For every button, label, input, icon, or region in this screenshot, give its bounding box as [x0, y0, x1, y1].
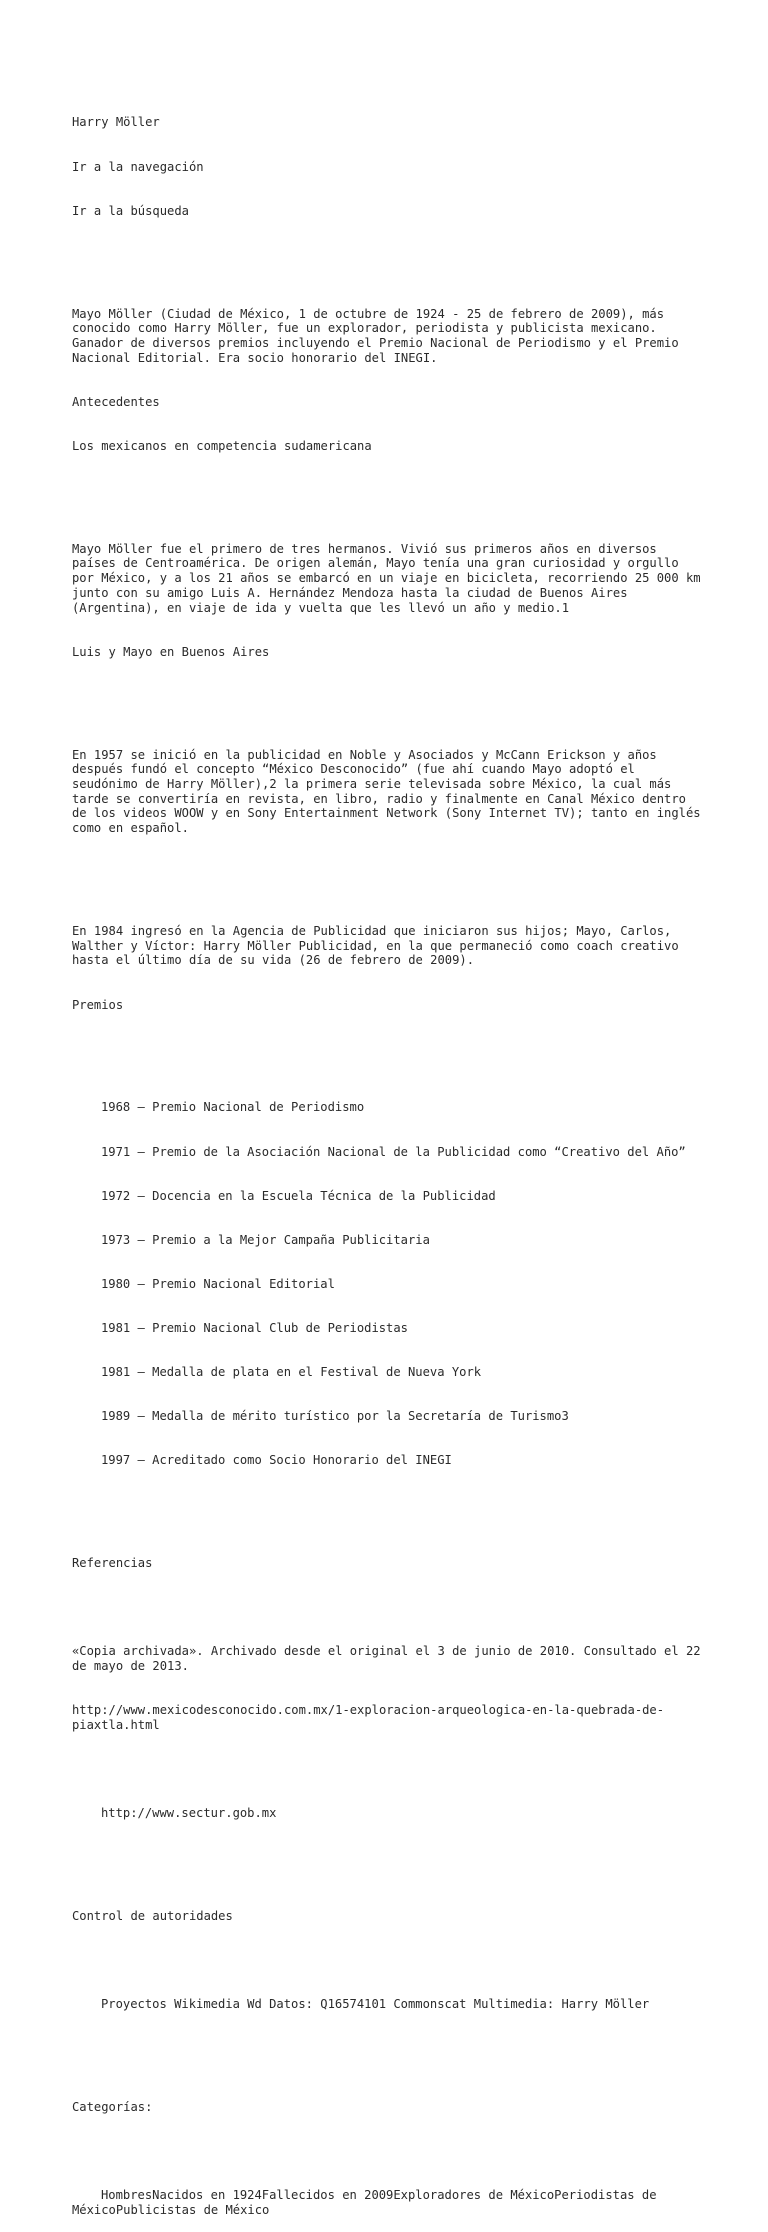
spacer — [72, 1497, 702, 1512]
award-list-item: 1981 – Premio Nacional Club de Periodistas — [101, 1320, 408, 1335]
page-title: Harry Möller — [72, 115, 160, 130]
award-list-item: 1997 – Acreditado como Socio Honorario del INEGI — [101, 1453, 452, 1468]
category-links[interactable] — [72, 2188, 702, 2217]
reference-link[interactable]: http://www.mexicodesconocido.com.mx/1-exploracion-arqueologica-en-la-quebrada-de-piaxtla.html — [72, 1703, 665, 1732]
award-list-item: 1973 – Premio a la Mejor Campaña Publicitaria — [101, 1232, 430, 1247]
reference-item[interactable]: «Copia archivada». Archivado desde el original el 3 de junio de 2010. Consultado el 22 de mayo de 2013. — [72, 1644, 708, 1674]
award-list-item: 1981 – Medalla de plata en el Festival de Nueva York — [101, 1365, 482, 1380]
award-list-item: 1972 – Docencia en la Escuela Técnica de la Publicidad — [101, 1188, 496, 1203]
award-text: 1971 – Premio de la Asociación Nacional de la Publicidad como “Creativo del Año” — [101, 1144, 686, 1159]
spacer — [72, 1762, 702, 1777]
award-list-item: 1968 – Premio Nacional de Periodismo — [101, 1100, 365, 1115]
section-heading-referencias: Referencias — [72, 1556, 153, 1571]
spacer — [72, 248, 702, 263]
section-subheading: Los mexicanos en competencia sudamericana — [72, 438, 372, 453]
spacer — [72, 2144, 702, 2159]
reference-link[interactable]: http://www.sectur.gob.mx — [101, 1806, 277, 1821]
authority-control-links[interactable]: Proyectos Wikimedia Wd Datos: Q16574101 Commonscat Multimedia: Harry Möller — [101, 1997, 650, 2012]
award-list-item — [72, 1145, 702, 1160]
category-list-text[interactable]: HombresNacidos en 1924Fallecidos en 2009Exploradores de MéxicoPeriodistas de MéxicoPublicistas de México — [72, 2188, 664, 2218]
award-list-item: 1980 – Premio Nacional Editorial — [101, 1276, 335, 1291]
spacer — [72, 1042, 702, 1057]
spacer — [72, 865, 702, 880]
spacer — [72, 1600, 702, 1615]
section-heading-categorias: Categorías: — [72, 2100, 153, 2115]
antecedentes-paragraph-3: En 1984 ingresó en la Agencia de Publicidad que iniciaron sus hijos; Mayo, Carlos, Walther y Víctor: Harry Möller Publicidad, en la que permaneció como coach creativo hasta el último día de su vida (26 de febrero de 2009). — [72, 924, 686, 968]
award-list-item: 1989 – Medalla de mérito turístico por la Secretaría de Turismo3 — [101, 1409, 569, 1424]
skip-to-search-link[interactable]: Ir a la búsqueda — [72, 203, 189, 218]
section-heading-premios: Premios — [72, 997, 124, 1012]
intro-paragraph: Mayo Möller (Ciudad de México, 1 de octubre de 1924 - 25 de febrero de 2009), más conocido como Harry Möller, fue un explorador, periodista y publicista mexicano. Ganador de diversos premios incluyendo el Premio Nacional de Periodismo y el Premio Nacional Editorial. Era socio honorario del INEGI. — [72, 306, 686, 365]
image-caption: Luis y Mayo en Buenos Aires — [72, 644, 270, 659]
section-heading-antecedentes: Antecedentes — [72, 394, 160, 409]
section-heading-control-autoridades: Control de autoridades — [72, 1909, 233, 1924]
spacer — [72, 2041, 702, 2056]
document-page — [72, 86, 708, 2232]
spacer — [72, 689, 702, 704]
skip-to-navigation-link[interactable]: Ir a la navegación — [72, 159, 204, 174]
spacer — [72, 1953, 702, 1968]
spacer — [72, 1850, 702, 1865]
spacer — [72, 483, 702, 498]
antecedentes-paragraph-2: En 1957 se inició en la publicidad en Noble y Asociados y McCann Erickson y años después fundó el concepto “México Desconocido” (fue ahí cuando Mayo adoptó el seudónimo de Harry Möller),2 la primera serie televisada sobre México, la cual más tarde se convertiría en revista, en libro, radio y finalmente en Canal México dentro de los videos WOOW y en Sony Entertainment Network (Sony Internet TV); tanto en inglés como en español. — [72, 747, 708, 836]
antecedentes-paragraph-1: Mayo Möller fue el primero de tres hermanos. Vivió sus primeros años en diversos países de Centroamérica. De origen alemán, Mayo tenía una gran curiosidad y orgullo por México, y a los 21 años se embarcó en un viaje en bicicleta, recorriendo 25 000 km junto con su amigo Luis A. Hernández Mendoza hasta la ciudad de Buenos Aires (Argentina), en viaje de ida y vuelta que les llevó un año y medio.1 — [72, 541, 708, 615]
